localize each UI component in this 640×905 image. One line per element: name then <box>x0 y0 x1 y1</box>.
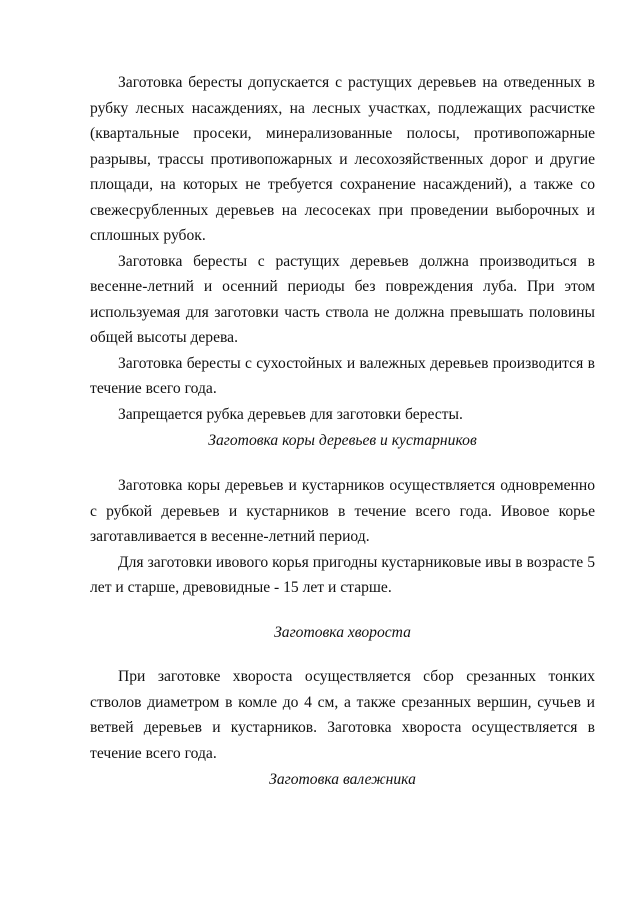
paragraph-birch-bark-season: Заготовка бересты с растущих деревьев должна производиться в весенне-летний и осенний периоды без повреждения луба. При этом используемая для заготовки часть ствола не должна превышать половины общей высоты дерева. <box>90 252 595 346</box>
heading-brushwood: Заготовка хвороста <box>274 624 411 641</box>
birch-bark-section <box>90 70 595 427</box>
heading-deadwood: Заготовка валежника <box>269 771 416 788</box>
paragraph-brushwood: При заготовке хвороста осуществляется сбор срезанных тонких стволов диаметром в комле до 4 см, а также срезанных вершин, сучьев и ветвей деревьев и кустарников. Заготовка хвороста осуществляется в течение всего года. <box>90 668 595 762</box>
heading-bark: Заготовка коры деревьев и кустарников <box>208 432 477 449</box>
brushwood-section <box>90 664 595 766</box>
paragraph-birch-bark-allowed: Заготовка бересты допускается с растущих деревьев на отведенных в рубку лесных насаждениях, на лесных участках, подлежащих расчистке (квартальные просеки, минерализованные полосы, противопожарные разрывы, трассы противопожарных и лесохозяйственных дорог и другие площади, на которых не требуется сохранение насаждений), а также со свежесрубленных деревьев на лесосеках при проведении выборочных и сплошных рубок. <box>90 74 595 244</box>
paragraph-willow-bark: Для заготовки ивового корья пригодны кустарниковые ивы в возрасте 5 лет и старше, древовидные - 15 лет и старше. <box>90 553 595 596</box>
bark-section <box>90 473 595 601</box>
paragraph-birch-bark-deadwood: Заготовка бересты с сухостойных и валежных деревьев производится в течение всего года. <box>90 354 595 397</box>
paragraph-bark-harvest: Заготовка коры деревьев и кустарников осуществляется одновременно с рубкой деревьев и кустарников в течение всего года. Ивовое корье заготавливается в весенне-летний период. <box>90 477 595 545</box>
paragraph-birch-bark-prohibition: Запрещается рубка деревьев для заготовки бересты. <box>118 405 463 423</box>
